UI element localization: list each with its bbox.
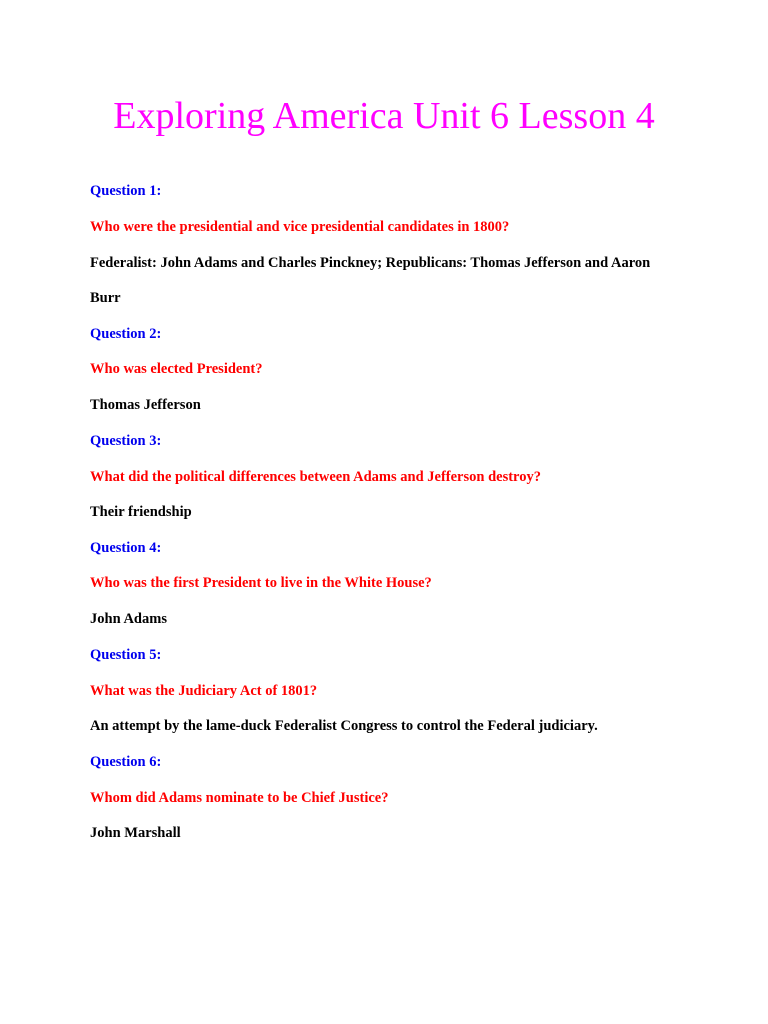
answer-1-line-2: Burr xyxy=(90,290,121,306)
question-4-label: Question 4: xyxy=(90,540,162,556)
answer-6: John Marshall xyxy=(90,825,181,841)
question-6-text: Whom did Adams nominate to be Chief Justice? xyxy=(90,790,389,806)
question-3-text: What did the political differences between Adams and Jefferson destroy? xyxy=(90,469,541,485)
question-1-text: Who were the presidential and vice presidential candidates in 1800? xyxy=(90,219,510,235)
question-5-label: Question 5: xyxy=(90,647,162,663)
question-6-label: Question 6: xyxy=(90,754,162,770)
answer-5: An attempt by the lame-duck Federalist Congress to control the Federal judiciary. xyxy=(90,718,598,734)
question-5-text: What was the Judiciary Act of 1801? xyxy=(90,683,318,699)
answer-3: Their friendship xyxy=(90,504,192,520)
question-2-label: Question 2: xyxy=(90,326,162,342)
page-title: Exploring America Unit 6 Lesson 4 xyxy=(113,95,655,137)
question-3-label: Question 3: xyxy=(90,433,162,449)
question-2-text: Who was elected President? xyxy=(90,361,263,377)
answer-1-line-1: Federalist: John Adams and Charles Pinckney; Republicans: Thomas Jefferson and Aaron xyxy=(90,255,651,271)
question-4-text: Who was the first President to live in the White House? xyxy=(90,575,432,591)
question-1-label: Question 1: xyxy=(90,183,162,199)
answer-2: Thomas Jefferson xyxy=(90,397,201,413)
answer-4: John Adams xyxy=(90,611,167,627)
